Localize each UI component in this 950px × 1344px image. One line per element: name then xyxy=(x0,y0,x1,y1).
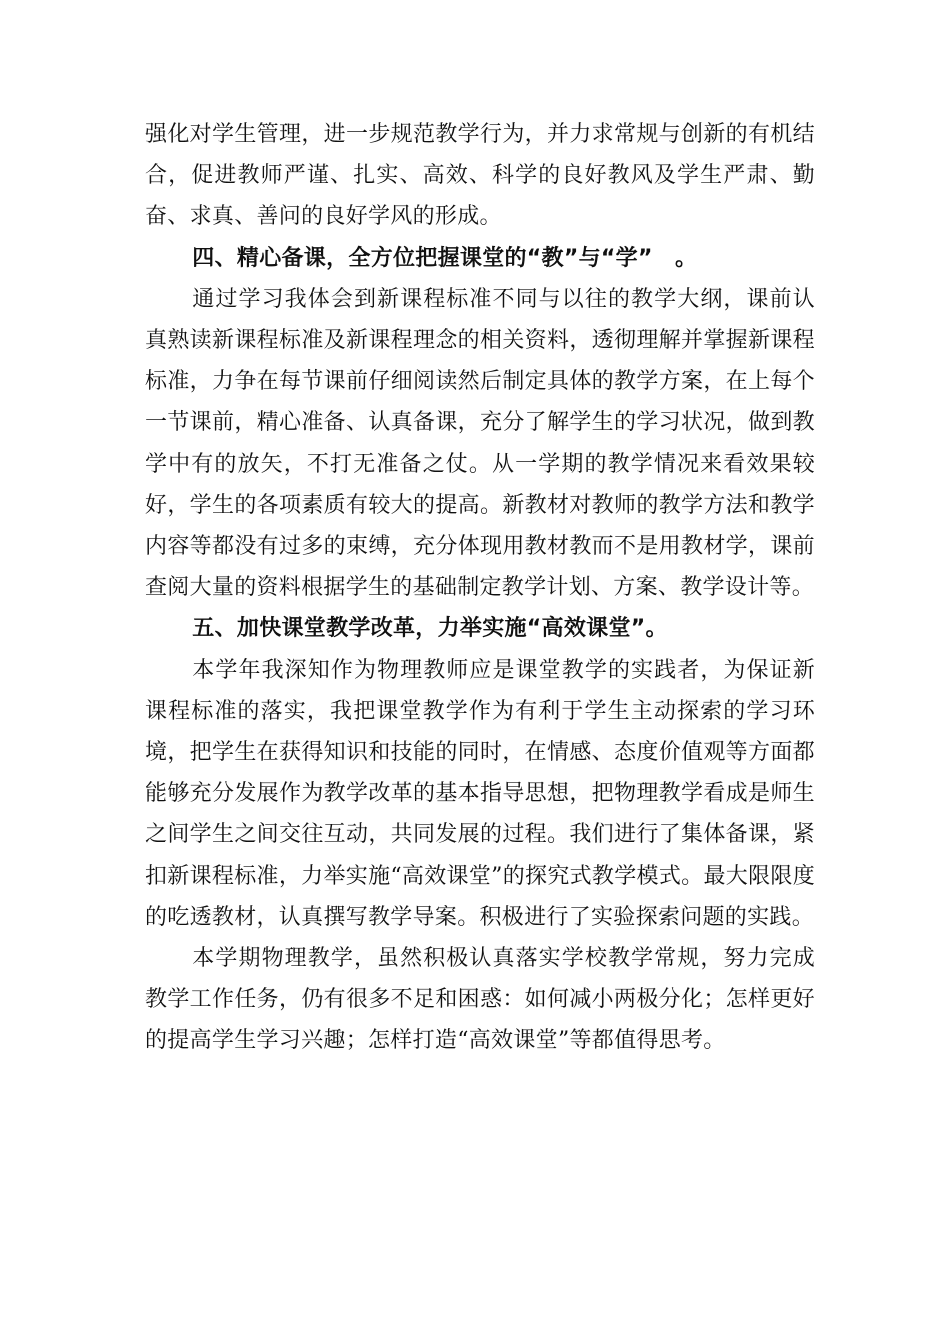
paragraph-summary: 本学期物理教学，虽然积极认真落实学校教学常规，努力完成教学工作任务，仍有很多不足和困惑：如何减小两极分化；怎样更好的提高学生学习兴趣；怎样打造“高效课堂”等都值得思考。 xyxy=(145,946,815,1054)
paragraph-continuation: 强化对学生管理，进一步规范教学行为，并力求常规与创新的有机结合，促进教师严谨、扎实、高效、科学的良好教风及学生严肃、勤奋、求真、善问的良好学风的形成。 xyxy=(145,122,815,230)
paragraph-teaching-reform: 本学年我深知作为物理教师应是课堂教学的实践者，为保证新课程标准的落实，我把课堂教学作为有利于学生主动探索的学习环境，把学生在获得知识和技能的同时，在情感、态度价值观等方面都能够充分发展作为教学改革的基本指导思想，把物理教学看成是师生之间学生之间交往互动，共同发展的过程。我们进行了集体备课，紧扣新课程标准，力举实施“高效课堂”的探究式教学模式。最大限限度的吃透教材，认真撰写教学导案。积极进行了实验探索问题的实践。 xyxy=(145,657,815,930)
section-heading-4: 四、精心备课，全方位把握课堂的“教”与“学” 。 xyxy=(192,245,698,271)
document-body xyxy=(145,114,815,1062)
section-heading-5: 五、加快课堂教学改革，力举实施“高效课堂”。 xyxy=(192,616,668,642)
paragraph-lesson-preparation: 通过学习我体会到新课程标准不同与以往的教学大纲，课前认真熟读新课程标准及新课程理念的相关资料，透彻理解并掌握新课程标准，力争在每节课前仔细阅读然后制定具体的教学方案，在上每个一节课前，精心准备、认真备课，充分了解学生的学习状况，做到教学中有的放矢，不打无准备之仗。从一学期的教学情况来看效果较好，学生的各项素质有较大的提高。新教材对教师的教学方法和教学内容等都没有过多的束缚，充分体现用教材教而不是用教材学，课前查阅大量的资料根据学生的基础制定教学计划、方案、教学设计等。 xyxy=(145,286,815,601)
